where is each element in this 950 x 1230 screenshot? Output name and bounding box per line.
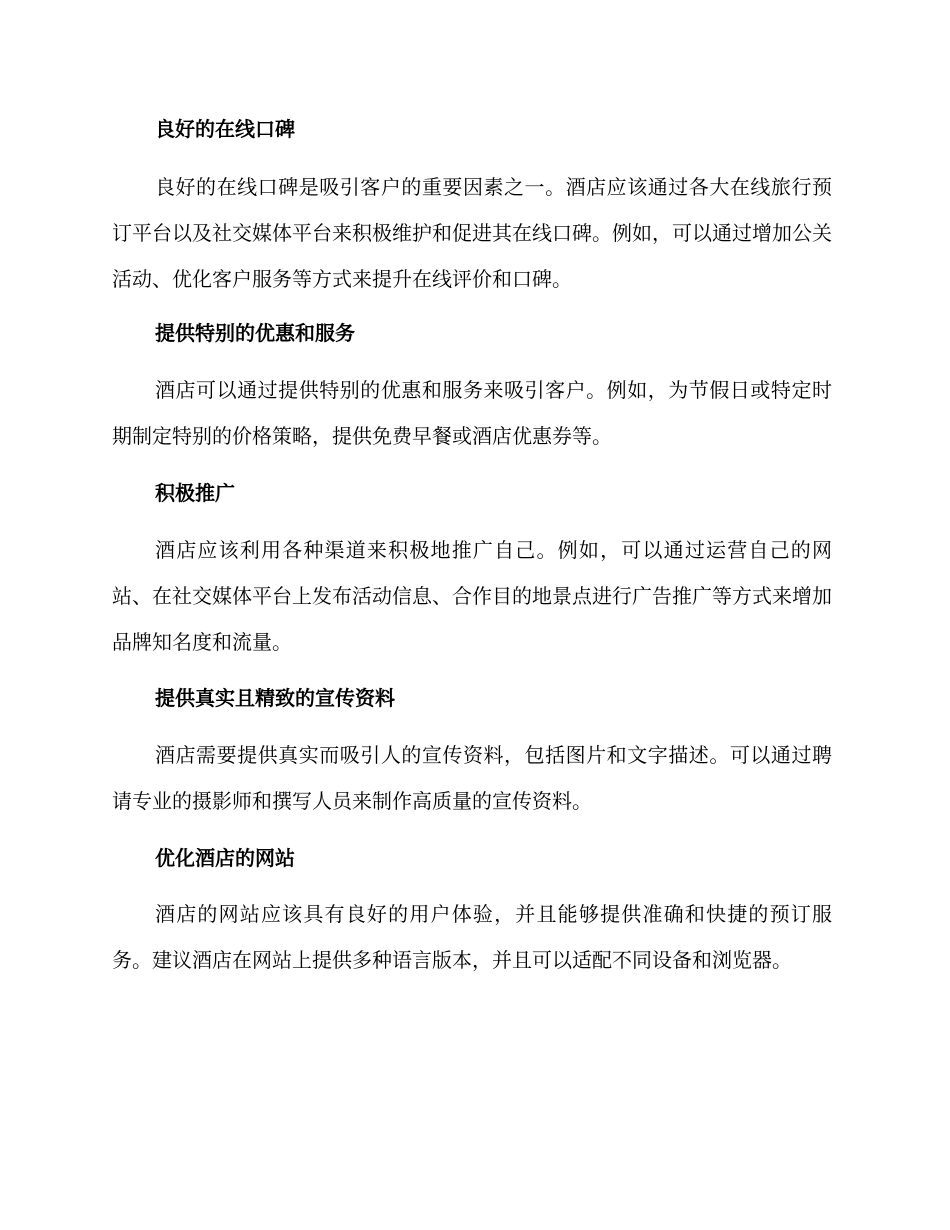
section-paragraph-optimize-website: 酒店的网站应该具有良好的用户体验，并且能够提供准确和快捷的预订服务。建议酒店在网站上提供多种语言版本，并且可以适配不同设备和浏览器。 xyxy=(112,902,832,972)
section-heading-promotional-materials: 提供真实且精致的宣传资料 xyxy=(155,686,395,710)
section-heading-active-promotion: 积极推广 xyxy=(155,481,235,505)
section-paragraph-special-offers: 酒店可以通过提供特别的优惠和服务来吸引客户。例如，为节假日或特定时期制定特别的价格策略，提供免费早餐或酒店优惠券等。 xyxy=(112,378,832,448)
section-heading-optimize-website: 优化酒店的网站 xyxy=(155,846,295,870)
section-paragraph-active-promotion: 酒店应该利用各种渠道来积极地推广自己。例如，可以通过运营自己的网站、在社交媒体平台上发布活动信息、合作目的地景点进行广告推广等方式来增加品牌知名度和流量。 xyxy=(112,538,832,654)
section-paragraph-online-reputation: 良好的在线口碑是吸引客户的重要因素之一。酒店应该通过各大在线旅行预订平台以及社交媒体平台来积极维护和促进其在线口碑。例如，可以通过增加公关活动、优化客户服务等方式来提升在线评价和口碑。 xyxy=(112,175,832,291)
section-heading-special-offers: 提供特别的优惠和服务 xyxy=(155,321,355,345)
section-heading-online-reputation: 良好的在线口碑 xyxy=(155,117,295,141)
section-paragraph-promotional-materials: 酒店需要提供真实而吸引人的宣传资料，包括图片和文字描述。可以通过聘请专业的摄影师和撰写人员来制作高质量的宣传资料。 xyxy=(112,743,832,813)
